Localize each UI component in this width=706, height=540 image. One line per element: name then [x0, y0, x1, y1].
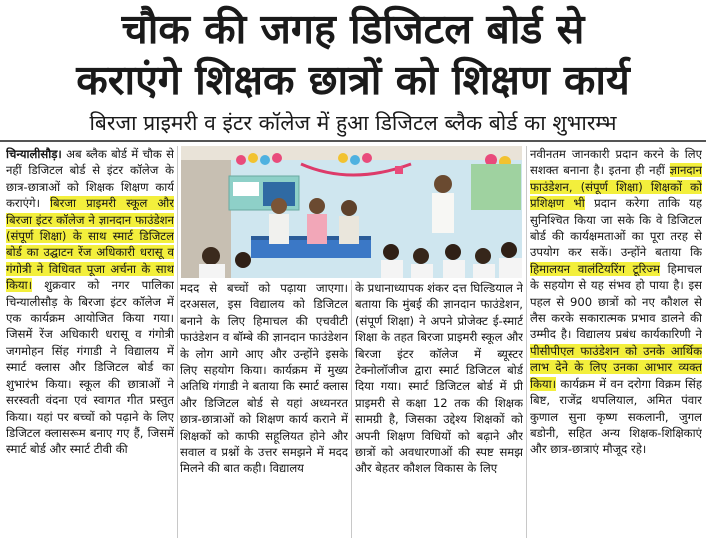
classroom-event-photo: [181, 146, 522, 278]
headline-divider: [0, 140, 706, 142]
column-2-paragraph: मदद से बच्चों को पढ़ाया जाएगा। दरअसल, इस विद्यालय को डिजिटल बनाने के लिए हिमाचल की एचवीटी फाउंडेशन व बॉम्बे की ज्ञानदान फाउंडेशन के लोग आगे आए और उन्होंने इसके लिए सहयोग किया। कार्यक्रम में मुख्य अतिथि गंगाडी ने बताया कि स्मार्ट क्लास और डिजिटल बोर्ड से यहां अध्यनरत छात्र-छात्राओं को शिक्षण कार्य कराने में शिक्षकों को काफी सहूलियत होने और सवाल व प्रश्नों के उत्तर समझने में मदद मिलने की बात कही। विद्यालय: [180, 281, 348, 476]
column-1-text-a: अब ब्लैक बोर्ड में चौक से नहीं डिजिटल बोर्ड से इंटर कॉलेज के छात्र-छात्राओं को शिक्षक शिक्षण कार्य कराएंगे।: [6, 147, 174, 211]
dateline: चिन्यालीसौड़।: [6, 147, 62, 161]
article-column-1: [6, 146, 174, 538]
column-3-paragraph: के प्रधानाध्यापक शंकर दत्त घिल्डियाल ने बताया कि मुंबई की ज्ञानदान फाउंडेशन, (संपूर्ण शिक्षा) ने अपने प्रोजेक्ट ई-स्मार्ट शिक्षा के तहत बिरजा प्राइमरी स्कूल और बिरजा इंटर कॉलेज में ब्यूस्टर टेक्नोलॉजीज द्वारा स्मार्ट डिजिटल बोर्ड दिया गया। स्मार्ट डिजिटल बोर्ड में प्री प्राइमरी से कक्षा 12 तक की शिक्षक सामग्री है, जिसका उद्देश्य शिक्षकों को अपनी शिक्षण विधियों को बढ़ाने और छात्रों को अवधारणाओं की स्पष्ट समझ और बेहतर कौशल विकास के लिए: [355, 281, 523, 476]
column-divider: [526, 146, 527, 538]
column-divider: [177, 146, 178, 538]
column-divider: [351, 280, 352, 538]
highlighted-text: ज्ञानदान फाउंडेशन, (संपूर्ण शिक्षा) शिक्षकों को प्रशिक्षण भी: [530, 163, 702, 211]
column-4-text-3: हिमाचल के सहयोग से यह संभव हो पाया है। इस पहल से 900 छात्रों को नए कौशल से लैस करके सकारात्मक प्रभाव डालने की उम्मीद है। विद्यालय प्रबंध कार्यकारिणी ने: [530, 261, 702, 342]
column-4-text-4: कार्यक्रम में वन दरोगा विक्रम सिंह बिष्ट, राजेंद्र थपलियाल, अमित पंवार कुणाल सुना कृष्ण सकलानी, जुगल बडोनी, सहित अन्य शिक्षक-शिक्षिकाएं और छात्र-छात्राएं मौजूद रहे।: [530, 376, 702, 457]
classroom-photo-illustration: [181, 146, 522, 278]
column-4-paragraph: [530, 146, 702, 458]
column-1-text-b: शुक्रवार को नगर पालिका चिन्यालीसौड़ के बिरजा इंटर कॉलेज में एक कार्यक्रम आयोजित किया गया। जिसमें रेंज अधिकारी धरासू व गंगोत्री जगमोहन सिंह गंगाडी ने विद्यालय में स्मार्ट क्लास और डिजिटल बोर्ड का शुभारंभ किया। स्कूल की छात्राओं ने सरस्वती वंदना एवं स्वागत गीत प्रस्तुत किया। यहां पर बच्चों को पढ़ाने के लिए डिजिटल क्लासरूम बनाए गए हैं, जिसमें स्मार्ट बोर्ड और स्मार्ट टीवी की: [6, 278, 174, 457]
highlighted-text: हिमालयन वालंटियरिंग टूरिज्म: [530, 261, 660, 276]
article-column-2: [180, 280, 348, 538]
highlighted-text: बिरजा प्राइमरी स्कूल और बिरजा इंटर कॉलेज ने ज्ञानदान फाउंडेशन (संपूर्ण शिक्षा) के साथ स्मार्ट डिजिटल बोर्ड का उद्घाटन रेंज अधिकारी धरासू व गंगोत्री ने विधिवत पूजा अर्चना के साथ किया।: [6, 196, 174, 293]
column-4-text-2: प्रदान करेगा ताकि यह सुनिश्चित किया जा सके कि वे डिजिटल बोर्ड की कार्यक्षमताओं का पूरा तरह से उपयोग कर सकें। उन्होंने बताया कि: [530, 196, 702, 260]
highlighted-text: पीसीपीएल फाउंडेशन को उनके आर्थिक लाभ देने के लिए उनका आभार व्यक्त किया।: [530, 343, 702, 391]
column-1-paragraph: [6, 146, 174, 458]
subheadline: बिरजा प्राइमरी व इंटर कॉलेज में हुआ डिजिटल ब्लैक बोर्ड का शुभारम्भ: [89, 111, 617, 135]
column-4-text-1: नवीनतम जानकारी प्रदान करने के लिए सशक्त बनाना है। इतना ही नहीं: [530, 147, 702, 178]
article-column-4: [530, 146, 702, 538]
headline-line-1: चौक की जगह डिजिटल बोर्ड से: [121, 5, 585, 53]
article-column-3: [355, 280, 523, 538]
headline-line-2: कराएंगे शिक्षक छात्रों को शिक्षण कार्य: [76, 56, 630, 104]
